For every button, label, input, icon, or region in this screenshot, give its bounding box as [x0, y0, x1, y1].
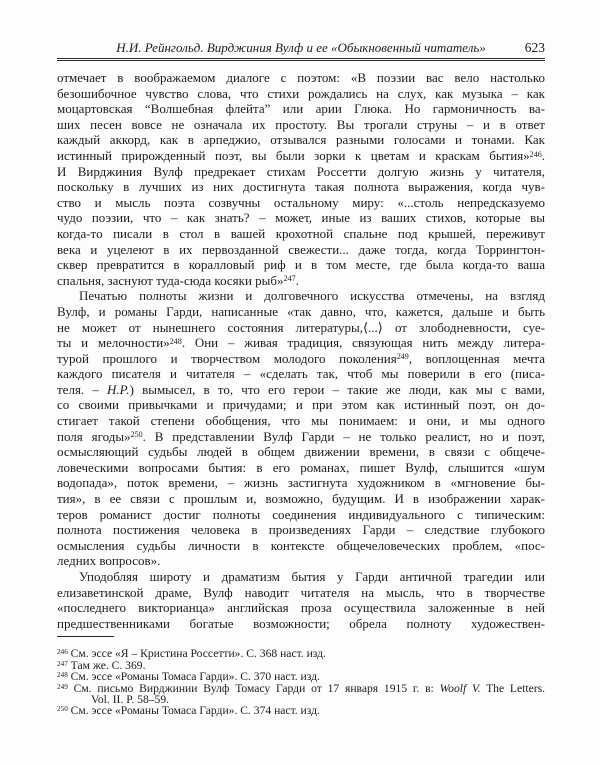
text-run: отмечает в воображаемом диалоге с поэтом: «В поэзии вас вело настолько	[57, 70, 545, 85]
text-run: ство и мысль поэта созвучны остальному миру: «...столь непредсказуемо	[57, 194, 545, 210]
text-line	[57, 132, 545, 148]
text-run: теров романист достиг полноты соединения индивидуального с типическим:	[57, 506, 545, 522]
text-line	[57, 86, 545, 102]
text-line	[57, 382, 545, 398]
text-line	[57, 475, 545, 491]
text-line	[57, 226, 545, 242]
text-run: См. эссе «Романы Томаса Гарди». С. 374 наст. изд.	[67, 704, 320, 718]
text-run: См. письмо Вирджинии Вулф Томасу Гарди от 17 января 1915 г. в:	[67, 681, 440, 695]
text-line	[57, 148, 545, 164]
text-run: Woolf V.	[439, 681, 481, 695]
text-run: Vol. II. P. 58–59.	[91, 693, 170, 706]
text-run: моцартовская “Волшебная флейта” или арии Глюка. Но гармоничность ва-	[57, 101, 545, 117]
text-run: The Letters.	[480, 681, 545, 695]
text-run: Н.Р.	[107, 381, 130, 397]
text-run: осмысления судьбы личности в контексте общечеловеческих проблем, «пос-	[57, 537, 545, 553]
footnotes	[57, 648, 545, 716]
text-run: ) вымысел, в то, что его герои – такие же люди, как мы с вами,	[129, 381, 545, 397]
text-line	[57, 616, 545, 632]
text-run: поля ягоды»	[57, 428, 131, 444]
footnote-ref: 249	[57, 682, 68, 691]
text-run: Уподобляя широту и драматизм бытия у Гарди античной трагедии или	[79, 569, 545, 584]
text-line	[57, 413, 545, 429]
header-rule	[57, 58, 545, 61]
text-run: когда-то писали в стол в вашей крохотной спальне под крышей, переживут	[57, 225, 545, 241]
text-run: ших песен вовсе не означала их простоту. Вы трогали струны – и в ответ	[57, 116, 545, 132]
text-run: И Вирджиния Вулф предрекает стихам Россетти долгую жизнь у читателя,	[57, 163, 545, 179]
text-line	[57, 600, 545, 616]
text-run: каждый аккорд, как в арпеджио, отзывался разными голосами и тонами. Как	[57, 132, 545, 148]
text-run: века и уцелеют в их первозданной свежести... даже тогда, когда Торрингтон-	[57, 241, 545, 257]
paragraph	[57, 70, 545, 288]
text-run: безошибочное чувство слова, что стихи рождались на слух, как музыка – как	[57, 85, 545, 101]
text-line	[57, 491, 545, 507]
text-run: Вулф, и романы Гарди, написанные «так давно, что, кажется, дальше и быть	[57, 303, 545, 319]
text-line	[57, 507, 545, 523]
text-run: тия», в ее связи с прошлым и, возможно, будущим. И в изображении харак-	[57, 491, 545, 507]
text-line	[57, 257, 545, 273]
paragraph	[57, 683, 545, 706]
text-line	[57, 553, 545, 569]
text-line	[57, 179, 545, 195]
text-run: водопада», поток времени, – жизнь застигнута художником в «мгновение бы-	[57, 475, 545, 491]
text-line	[57, 70, 545, 86]
text-run: «последнего викторианца» английская проза осуществила заложенные в ней	[57, 600, 545, 616]
footnote-ref: 250	[130, 430, 143, 440]
text-line	[57, 117, 545, 133]
text-run: предшественниками богатые возможности; обрела полноту художествен-	[57, 615, 545, 631]
text-run: .	[541, 147, 545, 163]
text-line	[57, 366, 545, 382]
page-number: 623	[524, 40, 545, 55]
text-line	[57, 335, 545, 351]
text-line	[57, 320, 545, 336]
text-run: .	[295, 272, 299, 288]
text-run: теля. –	[57, 381, 108, 397]
text-line	[57, 101, 545, 117]
text-run: См. эссе «Романы Томаса Гарди». С. 370 наст. изд.	[67, 670, 320, 684]
text-line	[57, 304, 545, 320]
footnote-ref: 248	[57, 671, 68, 680]
text-line	[57, 538, 545, 554]
paragraph	[57, 569, 545, 631]
footnote-ref: 250	[57, 705, 68, 714]
footnote-ref: 246	[57, 648, 68, 657]
text-line	[57, 164, 545, 180]
footnote-ref: 246	[529, 149, 542, 159]
body-text	[57, 70, 545, 631]
text-line	[57, 429, 545, 445]
text-line	[57, 444, 545, 460]
text-run: истинный прирожденный поэт, вы были зорки к цветам и краскам бытия»	[57, 147, 530, 163]
text-line	[57, 460, 545, 476]
text-run: со своими привычками и причудами; и при этом как истинный поэт, он до-	[57, 397, 545, 413]
text-run: Печатью полноты жизни и долговечного искусства отмечены, на взгляд	[79, 288, 545, 304]
text-run: чудо поэзии, что – как знать? – может, иные из ваших стихов, которые вы	[57, 210, 545, 226]
text-run: ты и мелочности»	[57, 335, 170, 351]
text-run: елизаветинской драме, Вулф наводит читателя на мысль, что в творчестве	[57, 584, 545, 600]
footnote-ref: 247	[283, 274, 296, 284]
text-line	[57, 522, 545, 538]
text-line	[57, 288, 545, 304]
paragraph	[57, 705, 545, 716]
text-run: стигает такой степени обобщения, что мы понимаем: и они, и мы одного	[57, 413, 545, 429]
footnote-ref: 249	[396, 352, 409, 362]
footnote-ref: 248	[169, 336, 182, 346]
text-line	[57, 569, 545, 585]
text-line	[57, 195, 545, 211]
text-run: сквер превратится в коралловый риф и в том месте, где была когда-то ваша	[57, 257, 545, 273]
text-run: каждого писателя и читателя – «сделать так, чтоб мы поверили в его (писа-	[57, 366, 545, 382]
text-run: ловеческими вопросами бытия: в его романах, пишет Вулф, слышится «шум	[57, 459, 545, 475]
text-run: ледних вопросов».	[57, 553, 161, 569]
text-line	[57, 705, 545, 716]
text-run: См. эссе «Я – Кристина Россетти». С. 368 наст. изд.	[67, 647, 326, 661]
text-line	[57, 273, 545, 289]
text-run: Там же. С. 369.	[67, 658, 146, 672]
running-header	[57, 40, 545, 55]
footnote-ref: 247	[57, 659, 68, 668]
text-run: полнота постижения человека в произведениях Гарди – следствие глубокого	[57, 522, 545, 538]
text-run: осмысляющий судьбы людей в общем движении времени, в связи с общече-	[57, 444, 545, 460]
text-run: , воплощенная мечта	[408, 350, 545, 366]
paragraph	[57, 288, 545, 569]
text-line	[57, 397, 545, 413]
text-line	[57, 242, 545, 258]
text-run: не может от нынешнего состояния литературы,⟨...⟩ от злободневности, суе-	[57, 319, 545, 335]
text-run: . Они – живая традиция, связующая нить между литера-	[181, 335, 545, 351]
text-line	[57, 210, 545, 226]
text-line	[57, 585, 545, 601]
running-title: Н.И. Рейнгольд. Вирджиния Вулф и ее «Обыкновенный читатель»	[116, 40, 486, 55]
text-run: турой прошлого и творчеством молодого поколения	[57, 350, 397, 366]
text-run: спальня, заснуют туда-сюда косяки рыб»	[57, 272, 284, 288]
text-run: поскольку в лучших из них достигнута такая полнота выражения, когда чув-	[57, 179, 545, 195]
text-run: . В представлении Вулф Гарди – не только реалист, но и поэт,	[142, 428, 545, 444]
footnote-separator	[57, 636, 114, 637]
text-line	[57, 351, 545, 367]
